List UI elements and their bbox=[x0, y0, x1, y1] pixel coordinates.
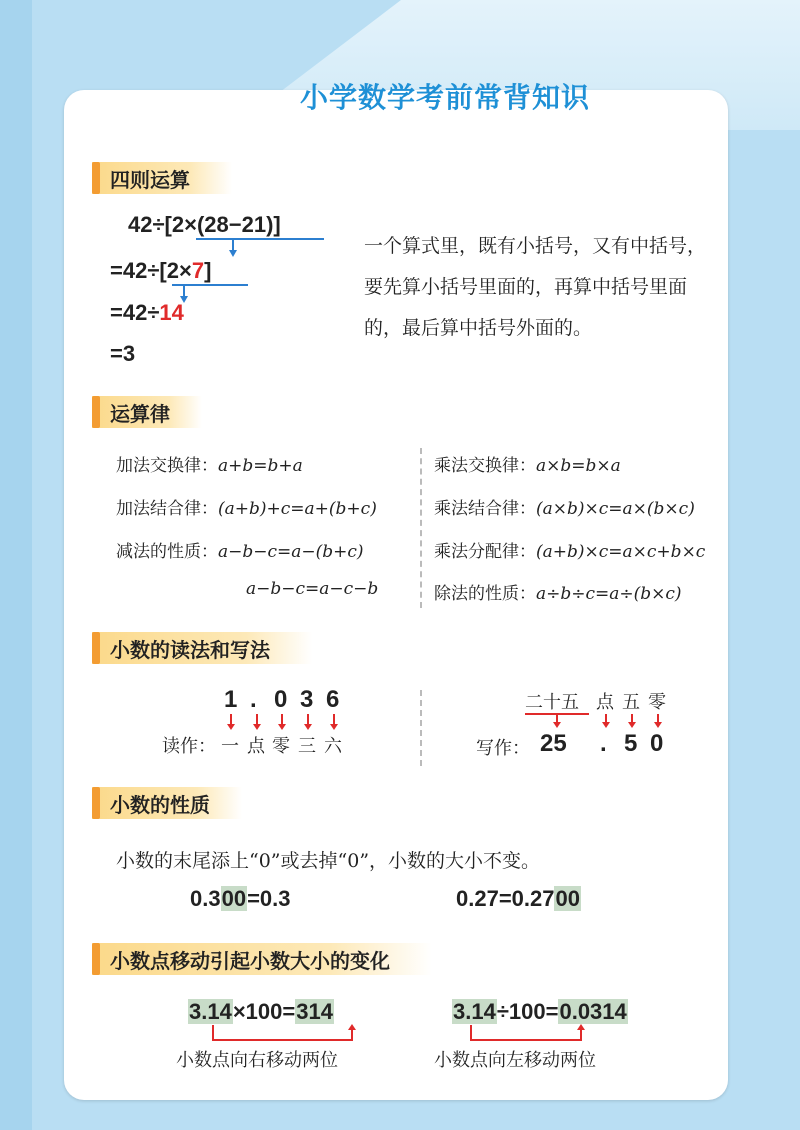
read-char: 一 bbox=[221, 736, 239, 757]
property-example-2: 0.27=0.2700 bbox=[456, 886, 580, 911]
move-example-2: 3.14÷100=0.0314 bbox=[453, 999, 627, 1024]
section-title: 运算律 bbox=[110, 401, 170, 426]
section-marker-icon bbox=[92, 396, 100, 428]
move-caption-1: 小数点向右移动两位 bbox=[176, 1050, 338, 1071]
law-left-2: 减法的性质：a−b−c=a−(b+c) bbox=[116, 542, 364, 562]
property-example-1: 0.300=0.3 bbox=[190, 886, 291, 911]
down-arrow-icon bbox=[602, 722, 610, 728]
write-digit: 5 bbox=[624, 730, 638, 757]
section-marker-icon bbox=[92, 943, 100, 975]
law-right-3: 除法的性质：a÷b÷c=a÷(b×c) bbox=[434, 584, 682, 604]
write-char: 五 bbox=[622, 692, 640, 713]
column-divider bbox=[420, 448, 422, 608]
write-digit: 25 bbox=[540, 730, 567, 757]
move-caption-2: 小数点向左移动两位 bbox=[434, 1050, 596, 1071]
down-arrow-icon bbox=[553, 722, 561, 728]
section-title: 小数的性质 bbox=[110, 792, 210, 817]
move-example-1: 3.14×100=314 bbox=[189, 999, 333, 1024]
read-char: 零 bbox=[272, 736, 290, 757]
digit: 0 bbox=[274, 686, 288, 713]
section-marker-icon bbox=[92, 787, 100, 819]
arith-line-2: =42÷[2×7] bbox=[110, 258, 212, 283]
law-left-0: 加法交换律：a+b=b+a bbox=[116, 456, 303, 476]
section-heading-reading bbox=[92, 632, 312, 664]
write-char: 点 bbox=[596, 692, 614, 713]
down-arrow-icon bbox=[227, 724, 235, 730]
read-char: 点 bbox=[247, 736, 265, 757]
law-right-2: 乘法分配律：(a+b)×c=a×c+b×c bbox=[434, 542, 706, 562]
section-marker-icon bbox=[92, 632, 100, 664]
section-title: 小数点移动引起小数大小的变化 bbox=[110, 948, 390, 973]
arith-line-1: 42÷[2×(28−21)] bbox=[128, 212, 281, 237]
write-char: 零 bbox=[648, 692, 666, 713]
write-digit: 0 bbox=[650, 730, 664, 757]
law-left-1: 加法结合律：(a+b)+c=a+(b+c) bbox=[116, 499, 377, 519]
section-heading-decimal-move bbox=[92, 943, 432, 975]
write-label: 写作： bbox=[476, 738, 530, 759]
page-title: 小学数学考前常背知识 bbox=[300, 81, 591, 114]
column-divider bbox=[420, 690, 422, 766]
read-label: 读作： bbox=[162, 736, 216, 757]
down-arrow-icon bbox=[304, 724, 312, 730]
digit: 1 bbox=[224, 686, 238, 713]
connector bbox=[470, 1039, 582, 1041]
digit: . bbox=[250, 686, 257, 713]
property-rule: 小数的末尾添上“0”或去掉“0”，小数的大小不变。 bbox=[116, 850, 541, 872]
section-title: 小数的读法和写法 bbox=[110, 637, 270, 662]
down-arrow-icon bbox=[654, 722, 662, 728]
arith-explanation: 一个算式里，既有小括号，又有中括号，要先算小括号里面的，再算中括号里面的，最后算中括号外面的。 bbox=[364, 235, 707, 339]
section-heading-laws bbox=[92, 396, 202, 428]
law-right-0: 乘法交换律：a×b=b×a bbox=[434, 456, 621, 476]
up-arrow-icon bbox=[577, 1024, 585, 1030]
up-arrow-icon bbox=[348, 1024, 356, 1030]
law-left-3: a−b−c=a−c−b bbox=[246, 579, 379, 599]
digit: 6 bbox=[326, 686, 340, 713]
connector bbox=[212, 1025, 214, 1039]
section-heading-arithmetic bbox=[92, 162, 232, 194]
connector bbox=[470, 1025, 472, 1039]
law-right-1: 乘法结合律：(a×b)×c=a×(b×c) bbox=[434, 499, 695, 519]
arith-line-4: =3 bbox=[110, 341, 136, 366]
digit: 3 bbox=[300, 686, 314, 713]
connector bbox=[212, 1039, 353, 1041]
down-arrow-icon bbox=[330, 724, 338, 730]
down-arrow-icon bbox=[628, 722, 636, 728]
write-char: 二十五 bbox=[525, 692, 579, 713]
section-title: 四则运算 bbox=[110, 167, 190, 192]
down-arrow-icon bbox=[229, 250, 237, 257]
section-heading-property bbox=[92, 787, 242, 819]
read-char: 三 bbox=[298, 736, 316, 757]
page-edge-strip bbox=[0, 0, 32, 1130]
arith-line-3: =42÷14 bbox=[110, 300, 184, 325]
write-digit: . bbox=[600, 730, 607, 757]
read-char: 六 bbox=[324, 736, 342, 757]
down-arrow-icon bbox=[253, 724, 261, 730]
down-arrow-icon bbox=[278, 724, 286, 730]
section-marker-icon bbox=[92, 162, 100, 194]
underline-bracket-1 bbox=[196, 238, 324, 240]
